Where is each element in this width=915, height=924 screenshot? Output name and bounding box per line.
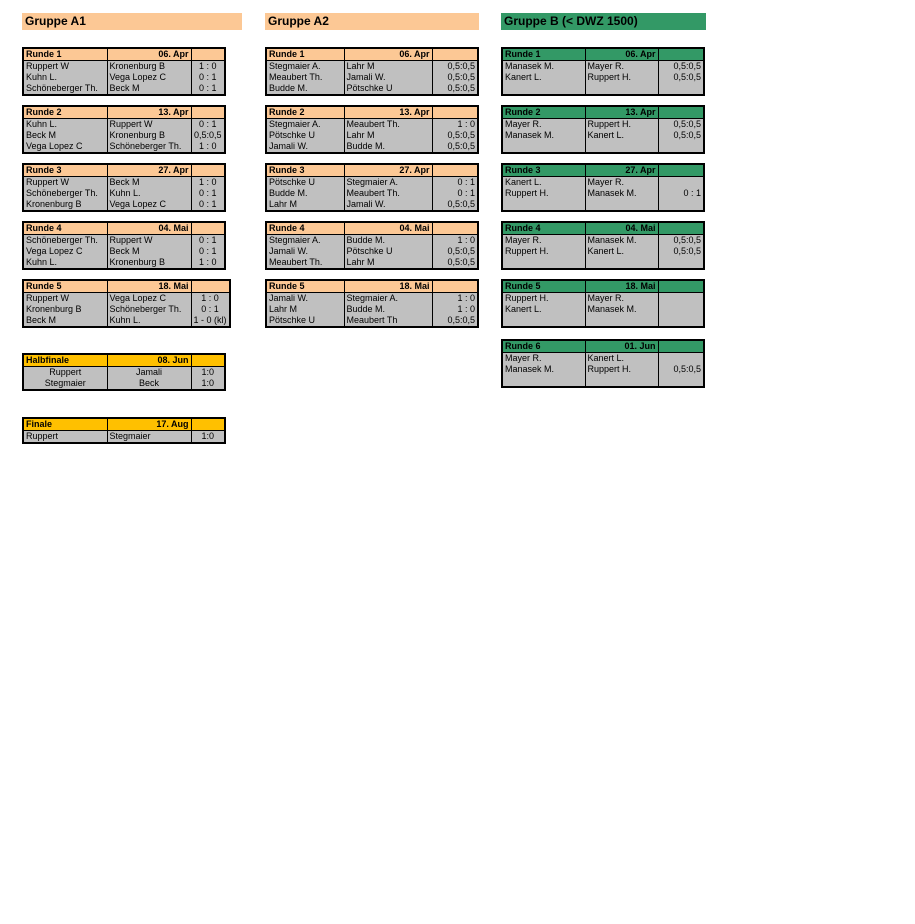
- game-row: [502, 119, 704, 131]
- white-player: Ruppert W: [23, 293, 107, 305]
- header-blank: [658, 280, 704, 293]
- round-table-b-6: [501, 339, 705, 388]
- black-player: Lahr M: [344, 130, 432, 141]
- round-table-b-5: [501, 279, 705, 328]
- game-row: [502, 83, 704, 95]
- game-row: [266, 188, 478, 199]
- game-result: 0 : 1: [191, 235, 225, 247]
- black-player: Budde M.: [344, 235, 432, 247]
- white-player: Pötschke U: [266, 177, 344, 189]
- round-date: 01. Jun: [585, 340, 658, 353]
- header-blank: [191, 222, 225, 235]
- game-result: 0,5:0,5: [432, 61, 478, 73]
- round-header: [266, 164, 478, 177]
- white-player: Ruppert W: [23, 61, 107, 73]
- game-row: [266, 257, 478, 269]
- game-result: 0,5:0,5: [658, 364, 704, 375]
- black-player: Pötschke U: [344, 83, 432, 95]
- header-blank: [658, 222, 704, 235]
- black-player: Manasek M.: [585, 304, 658, 315]
- game-result: [658, 83, 704, 95]
- black-player: Beck: [107, 378, 191, 390]
- black-player: Ruppert W: [107, 235, 191, 247]
- black-player: Ruppert H.: [585, 364, 658, 375]
- black-player: Kanert L.: [585, 130, 658, 141]
- game-row: [23, 315, 230, 327]
- round-label: Runde 4: [266, 222, 344, 235]
- white-player: Ruppert H.: [502, 188, 585, 199]
- round-header: [502, 340, 704, 353]
- game-result: [658, 199, 704, 211]
- halbfinale-table: [22, 353, 226, 391]
- game-result: 0,5:0,5: [191, 130, 225, 141]
- black-player: Schöneberger Th.: [107, 141, 191, 153]
- black-player: Budde M.: [344, 141, 432, 153]
- white-player: [502, 375, 585, 387]
- round-label: Runde 2: [266, 106, 344, 119]
- round-date: 04. Mai: [107, 222, 191, 235]
- black-player: [585, 83, 658, 95]
- game-result: 1 : 0: [191, 61, 225, 73]
- black-player: Beck M: [107, 83, 191, 95]
- game-row: [23, 72, 225, 83]
- black-player: Stegmaier A.: [344, 177, 432, 189]
- black-player: Kronenburg B: [107, 130, 191, 141]
- white-player: Mayer R.: [502, 353, 585, 365]
- game-result: 1:0: [191, 431, 225, 444]
- game-result: 0 : 1: [191, 246, 225, 257]
- game-result: 0,5:0,5: [658, 61, 704, 73]
- round-date: 27. Apr: [344, 164, 432, 177]
- game-row: [502, 61, 704, 73]
- black-player: [585, 199, 658, 211]
- header-blank: [658, 164, 704, 177]
- black-player: Mayer R.: [585, 293, 658, 305]
- white-player: Schöneberger Th.: [23, 235, 107, 247]
- black-player: Mayer R.: [585, 177, 658, 189]
- black-player: Vega Lopez C: [107, 293, 191, 305]
- game-result: 0,5:0,5: [658, 235, 704, 247]
- black-player: Lahr M: [344, 61, 432, 73]
- game-row: [502, 257, 704, 269]
- group-a1-title: Gruppe A1: [22, 13, 242, 30]
- game-result: [658, 315, 704, 327]
- halbfinale-date: 08. Jun: [107, 354, 191, 367]
- game-row: [502, 130, 704, 141]
- game-row: [23, 257, 225, 269]
- round-header: [266, 106, 478, 119]
- game-result: 0,5:0,5: [432, 130, 478, 141]
- round-table-a1-5: [22, 279, 231, 328]
- round-label: Runde 5: [266, 280, 344, 293]
- white-player: Kuhn L.: [23, 257, 107, 269]
- game-row: [502, 141, 704, 153]
- game-result: 0,5:0,5: [658, 130, 704, 141]
- round-label: Runde 5: [23, 280, 107, 293]
- black-player: Schöneberger Th.: [107, 304, 191, 315]
- black-player: Kanert L.: [585, 246, 658, 257]
- game-row: [23, 378, 225, 390]
- game-row: [266, 304, 478, 315]
- round-date: 04. Mai: [585, 222, 658, 235]
- white-player: Manasek M.: [502, 364, 585, 375]
- game-row: [23, 304, 230, 315]
- white-player: Jamali W.: [266, 246, 344, 257]
- game-result: 1:0: [191, 378, 225, 390]
- header-blank: [432, 106, 478, 119]
- header-blank: [432, 280, 478, 293]
- white-player: Beck M: [23, 315, 107, 327]
- white-player: [502, 141, 585, 153]
- black-player: Pötschke U: [344, 246, 432, 257]
- game-result: 0,5:0,5: [432, 257, 478, 269]
- round-header: [23, 222, 225, 235]
- header-blank: [432, 222, 478, 235]
- round-table-b-1: [501, 47, 705, 96]
- round-header: [502, 280, 704, 293]
- round-table-b-2: [501, 105, 705, 154]
- game-result: 1 : 0: [191, 257, 225, 269]
- game-row: [23, 431, 225, 444]
- game-row: [502, 246, 704, 257]
- game-row: [266, 315, 478, 327]
- header-blank: [191, 164, 225, 177]
- game-result: 1 : 0: [432, 293, 478, 305]
- round-label: Runde 1: [266, 48, 344, 61]
- white-player: Lahr M: [266, 199, 344, 211]
- round-label: Runde 2: [23, 106, 107, 119]
- game-result: 0 : 1: [191, 72, 225, 83]
- black-player: Vega Lopez C: [107, 199, 191, 211]
- white-player: [502, 257, 585, 269]
- white-player: Stegmaier A.: [266, 119, 344, 131]
- round-label: Runde 1: [23, 48, 107, 61]
- white-player: Vega Lopez C: [23, 246, 107, 257]
- header-blank: [191, 106, 225, 119]
- black-player: [585, 375, 658, 387]
- white-player: Kanert L.: [502, 304, 585, 315]
- round-date: 18. Mai: [585, 280, 658, 293]
- header-blank: [432, 164, 478, 177]
- header-blank: [432, 48, 478, 61]
- game-result: [658, 293, 704, 305]
- black-player: Ruppert W: [107, 119, 191, 131]
- game-result: 0,5:0,5: [658, 72, 704, 83]
- round-label: Runde 4: [23, 222, 107, 235]
- round-header: [502, 48, 704, 61]
- group-b-title: Gruppe B (< DWZ 1500): [501, 13, 706, 30]
- round-date: 27. Apr: [107, 164, 191, 177]
- round-table-a2-2: [265, 105, 479, 154]
- white-player: [502, 199, 585, 211]
- round-date: 04. Mai: [344, 222, 432, 235]
- white-player: Jamali W.: [266, 293, 344, 305]
- finale-label: Finale: [23, 418, 107, 431]
- round-header: [502, 164, 704, 177]
- finale-header: [23, 418, 225, 431]
- white-player: Mayer R.: [502, 119, 585, 131]
- white-player: [502, 83, 585, 95]
- game-result: 0 : 1: [658, 188, 704, 199]
- black-player: Manasek M.: [585, 188, 658, 199]
- black-player: Beck M: [107, 246, 191, 257]
- game-row: [502, 315, 704, 327]
- black-player: Meaubert Th.: [344, 119, 432, 131]
- finale-table: [22, 417, 226, 444]
- white-player: Stegmaier A.: [266, 235, 344, 247]
- white-player: Schöneberger Th.: [23, 188, 107, 199]
- round-table-b-4: [501, 221, 705, 270]
- round-label: Runde 1: [502, 48, 585, 61]
- game-result: 0,5:0,5: [432, 83, 478, 95]
- game-result: [658, 304, 704, 315]
- black-player: [585, 315, 658, 327]
- game-row: [502, 199, 704, 211]
- game-row: [266, 177, 478, 189]
- white-player: Beck M: [23, 130, 107, 141]
- round-table-a1-4: [22, 221, 226, 270]
- white-player: Budde M.: [266, 83, 344, 95]
- header-blank: [658, 106, 704, 119]
- round-table-a2-4: [265, 221, 479, 270]
- round-label: Runde 3: [23, 164, 107, 177]
- game-row: [502, 293, 704, 305]
- round-header: [23, 164, 225, 177]
- game-result: 0,5:0,5: [432, 141, 478, 153]
- game-row: [266, 130, 478, 141]
- white-player: Kuhn L.: [23, 119, 107, 131]
- game-row: [23, 83, 225, 95]
- game-result: 0,5:0,5: [432, 246, 478, 257]
- game-row: [266, 235, 478, 247]
- game-result: 1 : 0: [191, 177, 225, 189]
- game-row: [502, 188, 704, 199]
- game-result: 1 : 0: [432, 235, 478, 247]
- round-date: 06. Apr: [585, 48, 658, 61]
- black-player: Mayer R.: [585, 61, 658, 73]
- header-blank: [191, 354, 225, 367]
- game-result: 0 : 1: [191, 304, 230, 315]
- round-header: [266, 222, 478, 235]
- round-header: [266, 48, 478, 61]
- game-row: [266, 72, 478, 83]
- game-row: [23, 235, 225, 247]
- game-row: [266, 141, 478, 153]
- game-row: [266, 61, 478, 73]
- round-date: 13. Apr: [585, 106, 658, 119]
- round-date: 13. Apr: [107, 106, 191, 119]
- game-result: 0,5:0,5: [658, 246, 704, 257]
- game-row: [23, 141, 225, 153]
- black-player: Jamali W.: [344, 199, 432, 211]
- round-label: Runde 3: [266, 164, 344, 177]
- header-blank: [191, 280, 230, 293]
- black-player: Budde M.: [344, 304, 432, 315]
- round-label: Runde 5: [502, 280, 585, 293]
- white-player: Pötschke U: [266, 315, 344, 327]
- round-header: [502, 106, 704, 119]
- black-player: Lahr M: [344, 257, 432, 269]
- black-player: [585, 257, 658, 269]
- game-row: [266, 293, 478, 305]
- round-header: [23, 48, 225, 61]
- white-player: Kuhn L.: [23, 72, 107, 83]
- round-table-a1-2: [22, 105, 226, 154]
- header-blank: [191, 48, 225, 61]
- round-date: 13. Apr: [344, 106, 432, 119]
- black-player: Kronenburg B: [107, 257, 191, 269]
- game-row: [502, 375, 704, 387]
- game-result: 1 : 0: [432, 119, 478, 131]
- round-date: 18. Mai: [344, 280, 432, 293]
- game-row: [266, 199, 478, 211]
- round-table-a2-1: [265, 47, 479, 96]
- game-result: 0 : 1: [432, 188, 478, 199]
- white-player: Mayer R.: [502, 235, 585, 247]
- game-result: 1 : 0: [191, 141, 225, 153]
- round-table-a2-5: [265, 279, 479, 328]
- black-player: Kuhn L.: [107, 188, 191, 199]
- game-result: 0 : 1: [191, 119, 225, 131]
- game-result: 0 : 1: [432, 177, 478, 189]
- game-row: [23, 199, 225, 211]
- white-player: Manasek M.: [502, 61, 585, 73]
- game-row: [23, 188, 225, 199]
- game-row: [502, 177, 704, 189]
- black-player: Stegmaier A.: [344, 293, 432, 305]
- game-row: [266, 119, 478, 131]
- round-header: [266, 280, 478, 293]
- game-row: [23, 246, 225, 257]
- round-date: 06. Apr: [344, 48, 432, 61]
- black-player: Ruppert H.: [585, 72, 658, 83]
- round-table-a1-1: [22, 47, 226, 96]
- game-result: 1 : 0: [432, 304, 478, 315]
- round-header: [502, 222, 704, 235]
- black-player: Vega Lopez C: [107, 72, 191, 83]
- round-date: 27. Apr: [585, 164, 658, 177]
- game-row: [23, 119, 225, 131]
- round-label: Runde 6: [502, 340, 585, 353]
- header-blank: [191, 418, 225, 431]
- group-a2-title: Gruppe A2: [265, 13, 479, 30]
- white-player: Kanert L.: [502, 177, 585, 189]
- black-player: Meaubert Th.: [344, 188, 432, 199]
- round-date: 18. Mai: [107, 280, 191, 293]
- white-player: Stegmaier A.: [266, 61, 344, 73]
- game-result: 0,5:0,5: [432, 199, 478, 211]
- round-label: Runde 3: [502, 164, 585, 177]
- round-table-a1-3: [22, 163, 226, 212]
- black-player: Kanert L.: [585, 353, 658, 365]
- white-player: Ruppert: [23, 431, 107, 444]
- game-result: 1 - 0 (kl): [191, 315, 230, 327]
- white-player: Lahr M: [266, 304, 344, 315]
- white-player: Meaubert Th.: [266, 72, 344, 83]
- game-result: [658, 257, 704, 269]
- white-player: Ruppert W: [23, 177, 107, 189]
- game-row: [502, 353, 704, 365]
- white-player: Kronenburg B: [23, 304, 107, 315]
- white-player: Manasek M.: [502, 130, 585, 141]
- game-result: 1 : 0: [191, 293, 230, 305]
- game-row: [23, 61, 225, 73]
- round-table-a2-3: [265, 163, 479, 212]
- game-row: [23, 177, 225, 189]
- white-player: Ruppert H.: [502, 246, 585, 257]
- white-player: Budde M.: [266, 188, 344, 199]
- game-result: 0,5:0,5: [432, 72, 478, 83]
- halbfinale-label: Halbfinale: [23, 354, 107, 367]
- finale-date: 17. Aug: [107, 418, 191, 431]
- game-result: 0 : 1: [191, 188, 225, 199]
- white-player: Ruppert H.: [502, 293, 585, 305]
- game-result: 0 : 1: [191, 199, 225, 211]
- game-result: 1:0: [191, 367, 225, 379]
- round-header: [23, 280, 230, 293]
- round-label: Runde 4: [502, 222, 585, 235]
- game-row: [23, 293, 230, 305]
- game-result: 0,5:0,5: [432, 315, 478, 327]
- round-table-b-3: [501, 163, 705, 212]
- black-player: Manasek M.: [585, 235, 658, 247]
- game-result: [658, 353, 704, 365]
- black-player: [585, 141, 658, 153]
- game-result: [658, 177, 704, 189]
- round-date: 06. Apr: [107, 48, 191, 61]
- game-result: 0 : 1: [191, 83, 225, 95]
- black-player: Stegmaier: [107, 431, 191, 444]
- white-player: Schöneberger Th.: [23, 83, 107, 95]
- game-row: [502, 72, 704, 83]
- black-player: Ruppert H.: [585, 119, 658, 131]
- black-player: Jamali W.: [344, 72, 432, 83]
- round-label: Runde 2: [502, 106, 585, 119]
- white-player: Meaubert Th.: [266, 257, 344, 269]
- header-blank: [658, 340, 704, 353]
- game-row: [23, 130, 225, 141]
- white-player: Pötschke U: [266, 130, 344, 141]
- white-player: Kronenburg B: [23, 199, 107, 211]
- game-row: [266, 83, 478, 95]
- halbfinale-header: [23, 354, 225, 367]
- game-row: [502, 235, 704, 247]
- white-player: Jamali W.: [266, 141, 344, 153]
- white-player: Kanert L.: [502, 72, 585, 83]
- white-player: Vega Lopez C: [23, 141, 107, 153]
- game-result: [658, 141, 704, 153]
- black-player: Kuhn L.: [107, 315, 191, 327]
- black-player: Beck M: [107, 177, 191, 189]
- white-player: Stegmaier: [23, 378, 107, 390]
- black-player: Jamali: [107, 367, 191, 379]
- game-row: [23, 367, 225, 379]
- black-player: Kronenburg B: [107, 61, 191, 73]
- game-row: [502, 304, 704, 315]
- game-result: 0,5:0,5: [658, 119, 704, 131]
- round-header: [23, 106, 225, 119]
- header-blank: [658, 48, 704, 61]
- black-player: Meaubert Th: [344, 315, 432, 327]
- game-row: [266, 246, 478, 257]
- game-row: [502, 364, 704, 375]
- white-player: [502, 315, 585, 327]
- white-player: Ruppert: [23, 367, 107, 379]
- game-result: [658, 375, 704, 387]
